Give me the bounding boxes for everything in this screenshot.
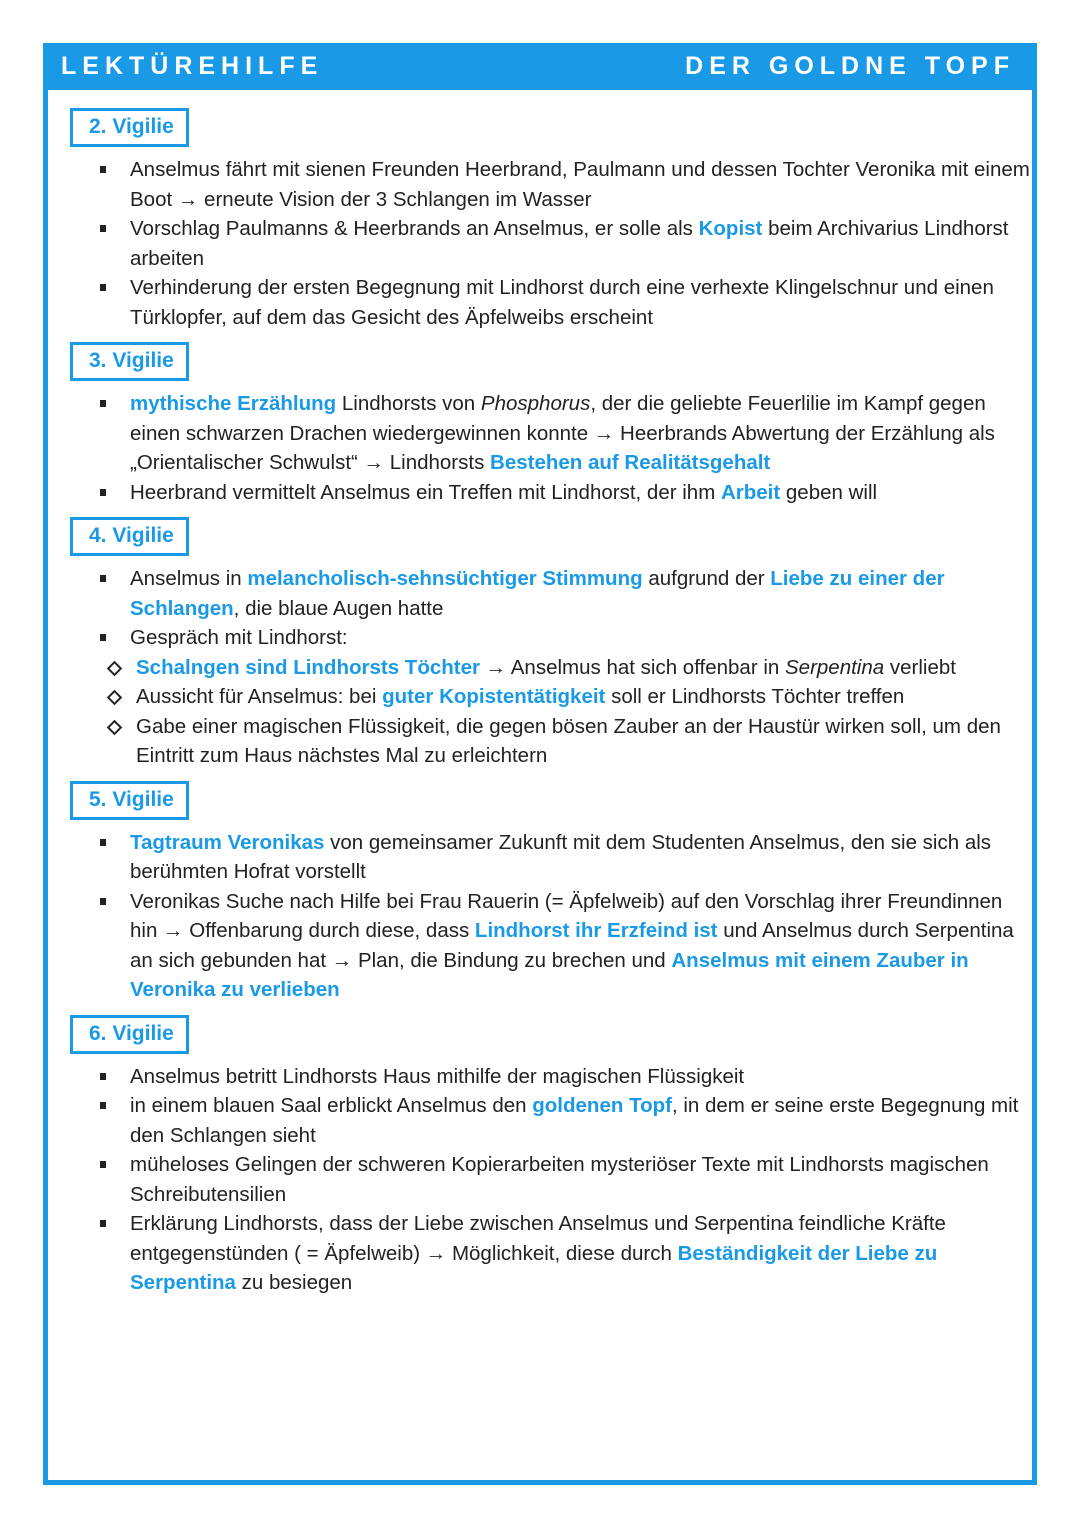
section bbox=[70, 342, 1030, 507]
list-item bbox=[70, 1062, 1030, 1092]
text-run: Erklärung Lindhorsts, dass der Liebe zwischen Anselmus und Serpentina feindliche Kräfte entgegenstünden ( = Äpfelweib) → Möglichkeit, diese durch bbox=[130, 1212, 946, 1265]
list-item bbox=[70, 478, 1030, 508]
diamond-bullet-icon bbox=[107, 690, 123, 706]
section-title: 5. Vigilie bbox=[70, 781, 189, 820]
highlight-text: goldenen Topf bbox=[532, 1094, 672, 1117]
text-run: Lindhorsts von bbox=[336, 392, 481, 415]
bullet-list bbox=[70, 564, 1030, 771]
bullet-list bbox=[70, 828, 1030, 1005]
highlight-text: Schalngen sind Lindhorsts Töchter bbox=[136, 655, 480, 679]
list-item bbox=[70, 155, 1030, 214]
text-run: Verhinderung der ersten Begegnung mit Lindhorst durch eine verhexte Klingelschnur und einen Türklopfer, auf dem das Gesicht des Äpfelweibs erscheint bbox=[130, 276, 994, 329]
text-run: beim Archivarius Lindhorst arbeiten bbox=[130, 217, 1009, 270]
sub-list-item bbox=[70, 682, 1030, 712]
list-item bbox=[70, 1209, 1030, 1298]
text-run: zu besiegen bbox=[235, 1271, 353, 1294]
text-run: Phosphorus bbox=[480, 392, 591, 415]
list-item bbox=[70, 887, 1030, 1005]
diamond-bullet-icon bbox=[107, 719, 123, 735]
text-run: soll er Lindhorsts Töchter treffen bbox=[605, 685, 905, 708]
text-run: , in dem er seine erste Begegnung mit den Schlangen sieht bbox=[130, 1094, 1019, 1147]
diamond-bullet-icon bbox=[107, 660, 123, 676]
content-area bbox=[70, 108, 1030, 1308]
section-title: 4. Vigilie bbox=[70, 517, 189, 556]
highlight-text: Anselmus mit einem Zauber in Veronika zu verlieben bbox=[130, 948, 969, 1001]
text-run: Vorschlag Paulmanns & Heerbrands an Anselmus, er solle als bbox=[130, 217, 699, 240]
list-item bbox=[70, 828, 1030, 887]
text-run: Serpentina bbox=[785, 655, 885, 679]
highlight-text: mythische Erzählung bbox=[130, 392, 337, 415]
highlight-text: Beständigkeit der Liebe zu Serpentina bbox=[130, 1241, 938, 1294]
section bbox=[70, 108, 1030, 332]
header-right-title: DER GOLDNE TOPF bbox=[685, 52, 1015, 80]
text-run: Gabe einer magischen Flüssigkeit, die gegen bösen Zauber an der Haustür wirken soll, um den Eintritt zum Haus nächstes Mal zu erleichtern bbox=[136, 714, 1001, 767]
sub-list-item bbox=[70, 653, 1030, 683]
highlight-text: melancholisch-sehnsüchtiger Stimmung bbox=[247, 567, 643, 590]
section-title: 2. Vigilie bbox=[70, 108, 189, 147]
header-left-title: LEKTÜREHILFE bbox=[61, 52, 324, 80]
list-item bbox=[70, 623, 1030, 771]
text-run: Veronikas Suche nach Hilfe bei Frau Rauerin (= Äpfelweib) auf den Vorschlag ihrer Freundinnen hin → Offenbarung durch diese, dass bbox=[130, 889, 1003, 942]
list-item bbox=[70, 389, 1030, 478]
section bbox=[70, 781, 1030, 1005]
text-run: Anselmus in bbox=[130, 567, 248, 590]
list-item bbox=[70, 1091, 1030, 1150]
list-item bbox=[70, 273, 1030, 332]
text-run: , der die geliebte Feuerlilie im Kampf gegen einen schwarzen Drachen wiedergewinnen konnte → Heerbrands Abwertung der Erzählung als „Orientalischer Schwulst“ → Lindhorsts bbox=[130, 392, 995, 474]
text-run: von gemeinsamer Zukunft mit dem Studenten Anselmus, den sie sich als berühmten Hofrat vorstellt bbox=[130, 830, 992, 883]
list-item bbox=[70, 214, 1030, 273]
section-title: 3. Vigilie bbox=[70, 342, 189, 381]
text-run: Gespräch mit Lindhorst: bbox=[130, 626, 348, 649]
text-run: Anselmus betritt Lindhorsts Haus mithilfe der magischen Flüssigkeit bbox=[130, 1064, 745, 1088]
text-run: geben will bbox=[780, 480, 878, 504]
text-run: müheloses Gelingen der schweren Kopierarbeiten mysteriöser Texte mit Lindhorsts magischen Schreibutensilien bbox=[130, 1153, 989, 1206]
text-run: verliebt bbox=[884, 655, 956, 679]
sub-list-item bbox=[70, 712, 1030, 771]
text-run: Heerbrand vermittelt Anselmus ein Treffen mit Lindhorst, der ihm bbox=[130, 480, 721, 504]
section-title: 6. Vigilie bbox=[70, 1015, 189, 1054]
highlight-text: Lindhorst ihr Erzfeind ist bbox=[474, 919, 718, 942]
highlight-text: Arbeit bbox=[720, 480, 781, 504]
text-run: aufgrund der bbox=[642, 567, 771, 590]
list-item bbox=[70, 564, 1030, 623]
text-run: in einem blauen Saal erblickt Anselmus den bbox=[130, 1094, 533, 1117]
sub-list bbox=[70, 653, 1030, 771]
highlight-text: guter Kopistentätigkeit bbox=[382, 685, 606, 708]
highlight-text: Kopist bbox=[698, 217, 763, 240]
header-bar bbox=[43, 43, 1037, 90]
bullet-list bbox=[70, 155, 1030, 332]
bullet-list bbox=[70, 389, 1030, 507]
text-run: Aussicht für Anselmus: bei bbox=[136, 685, 383, 708]
section bbox=[70, 517, 1030, 771]
highlight-text: Bestehen auf Realitätsgehalt bbox=[490, 451, 771, 474]
bullet-list bbox=[70, 1062, 1030, 1298]
section bbox=[70, 1015, 1030, 1298]
text-run: Anselmus fährt mit sienen Freunden Heerbrand, Paulmann und dessen Tochter Veronika mit einem Boot → erneute Vision der 3 Schlangen im Wasser bbox=[130, 158, 1030, 211]
text-run: → Anselmus hat sich offenbar in bbox=[479, 655, 785, 679]
highlight-text: Liebe zu einer der Schlangen bbox=[130, 567, 945, 620]
list-item bbox=[70, 1150, 1030, 1209]
text-run: , die blaue Augen hatte bbox=[233, 596, 444, 620]
text-run: und Anselmus durch Serpentina an sich gebunden hat → Plan, die Bindung zu brechen und bbox=[130, 919, 1014, 972]
highlight-text: Tagtraum Veronikas bbox=[130, 830, 325, 854]
